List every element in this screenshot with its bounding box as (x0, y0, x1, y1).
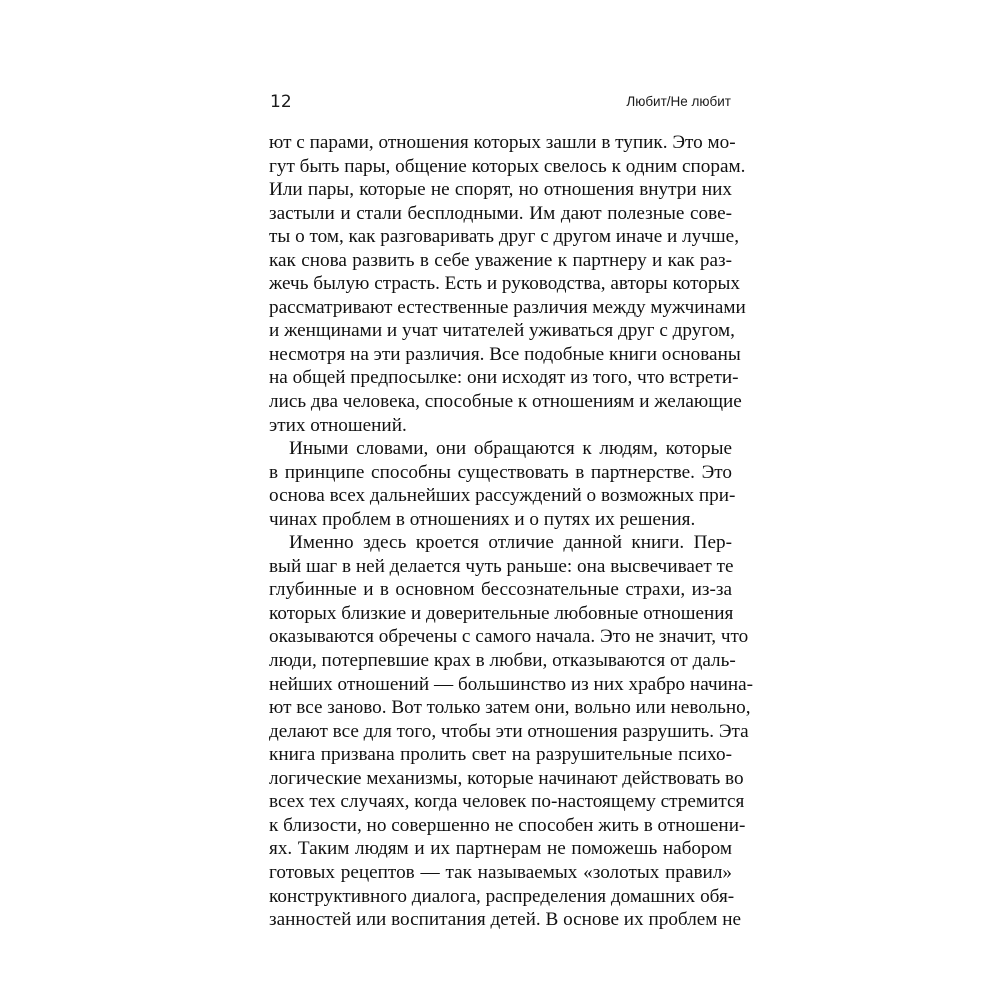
text-line: Именно здесь кроется отличие данной книги. Пер- (289, 532, 732, 554)
text-line: люди, потерпевшие крах в любви, отказываются от даль- (269, 650, 736, 672)
page-header (270, 92, 731, 116)
text-line: этих отношений. (269, 414, 407, 436)
text-line: ют с парами, отношения которых зашли в тупик. Это мо- (269, 132, 736, 153)
text-line: готовых рецептов — так называемых «золотых правил» (269, 861, 732, 883)
text-line: делают все для того, чтобы эти отношения разрушить. Эта (269, 720, 749, 742)
text-line: как снова развить в себе уважение к партнеру и как раз- (269, 249, 732, 271)
text-line: Или пары, которые не спорят, но отношения внутри них (269, 179, 732, 201)
body-text (269, 131, 754, 932)
running-title: Любит/Не любит (626, 94, 731, 109)
text-line: несмотря на эти различия. Все подобные книги основаны (269, 343, 741, 365)
text-line: гут быть пары, общение которых свелось к одним спорам. (269, 155, 746, 177)
text-line: нейших отношений — большинство из них храбро начина- (269, 673, 754, 695)
text-line: рассматривают естественные различия между мужчинами (269, 296, 746, 318)
text-line: всех тех случаях, когда человек по-настоящему стремится (269, 791, 745, 813)
text-line: занностей или воспитания детей. В основе их проблем не (269, 909, 742, 931)
text-line: лись два человека, способные к отношениям и желающие (269, 391, 742, 413)
text-line: ют все заново. Вот только затем они, вольно или невольно, (269, 697, 751, 719)
text-line: оказываются обречены с самого начала. Это не значит, что (269, 626, 749, 648)
text-line: глубинные и в основном бессознательные страхи, из-за (269, 579, 732, 601)
text-line: застыли и стали бесплодными. Им дают полезные сове- (269, 202, 732, 224)
text-line: чинах проблем в отношениях и о путях их решения. (269, 508, 696, 530)
text-line: в принципе способны существовать в партнерстве. Это (269, 461, 732, 483)
text-line: ях. Таким людям и их партнерам не поможешь набором (269, 838, 732, 860)
text-line: логические механизмы, которые начинают действовать во (269, 767, 744, 789)
page-number: 12 (270, 92, 292, 112)
text-line: основа всех дальнейших рассуждений о возможных при- (269, 485, 736, 507)
text-line: на общей предпосылке: они исходят из того, что встрети- (269, 367, 739, 389)
text-line: вый шаг в ней делается чуть раньше: она высвечивает те (269, 555, 734, 577)
text-line: книга призвана пролить свет на разрушительные психо- (269, 744, 732, 766)
text-line: ты о том, как разговаривать друг с другом иначе и лучше, (269, 226, 739, 248)
text-line: которых близкие и доверительные любовные отношения (269, 602, 734, 624)
text-line: Иными словами, они обращаются к людям, которые (289, 438, 732, 460)
text-line: конструктивного диалога, распределения домашних обя- (269, 885, 735, 907)
text-line: и женщинами и учат читателей уживаться друг с другом, (269, 320, 735, 342)
text-line: жечь былую страсть. Есть и руководства, авторы которых (269, 273, 740, 295)
text-line: к близости, но совершенно не способен жить в отношени- (269, 814, 746, 836)
